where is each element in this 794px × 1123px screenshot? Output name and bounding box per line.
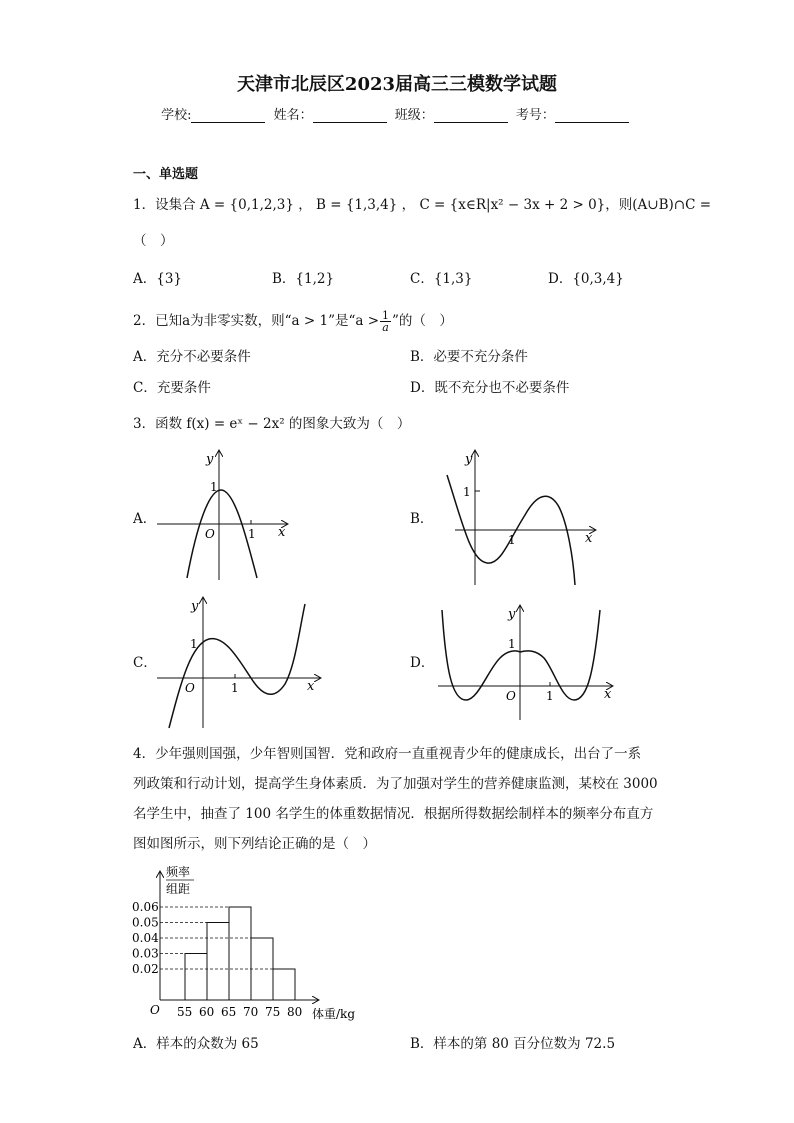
y-tick-label: 0.02: [132, 962, 159, 976]
y-tick-label: 0.05: [132, 915, 159, 930]
class-label: 班级：: [394, 108, 434, 123]
q3-option-b[interactable]: B．: [410, 511, 434, 527]
label-one-y: 1: [508, 637, 516, 651]
q3-stem: 3．函数 f(x) = eˣ − 2x² 的图象大致为（ ）: [133, 416, 411, 432]
q2-stem-before: 2．已知a为非零实数，则“a > 1”是“a >: [133, 313, 380, 329]
q3-option-c[interactable]: C．: [133, 655, 157, 671]
y-tick-label: 0.04: [132, 931, 159, 945]
label-one-x: 1: [546, 689, 554, 703]
q1-paren: （ ）: [133, 233, 174, 249]
student-info-line: [0, 104, 794, 123]
label-one-y: 1: [463, 485, 471, 499]
y-tick-label: 0.03: [132, 946, 159, 961]
q2-stem-after: ”的（ ）: [392, 313, 453, 329]
histogram-bar: [207, 923, 229, 1001]
q3-graph-a[interactable]: [155, 445, 295, 585]
frequency-histogram: [130, 862, 370, 1030]
exam-number-blank[interactable]: [555, 108, 629, 123]
x-tick-label: 70: [243, 1005, 259, 1019]
q4-option-a[interactable]: A．样本的众数为 65: [133, 1036, 259, 1052]
label-origin: O: [185, 681, 195, 695]
ylabel-bottom: 组距: [166, 882, 191, 896]
label-one-x: 1: [248, 527, 256, 541]
q4-line-2: 列政策和行动计划，提高学生身体素质．为了加强对学生的营养健康监测，某校在 3000: [133, 776, 658, 792]
chart-origin: O: [150, 1003, 160, 1017]
q2-stem: [133, 310, 453, 333]
histogram-bar: [273, 969, 295, 1000]
q1-option-a[interactable]: A．{3}: [133, 271, 183, 287]
ylabel-top: 频率: [166, 865, 191, 879]
q2-option-b[interactable]: B．必要不充分条件: [410, 349, 528, 365]
q1-option-b[interactable]: B．{1,2}: [272, 271, 335, 287]
label-x: x: [307, 679, 315, 694]
q2-frac-den: a: [382, 321, 389, 334]
label-x: x: [585, 531, 593, 546]
label-one-x: 1: [231, 681, 239, 695]
q4-line-3: 名学生中，抽查了 100 名学生的体重数据情况．根据所得数据绘制样本的频率分布直方: [133, 806, 654, 822]
label-x: x: [604, 687, 612, 702]
q2-fraction: [380, 310, 391, 333]
q3-graph-b[interactable]: [435, 445, 600, 590]
label-y: y: [508, 607, 516, 622]
label-one-y: 1: [210, 480, 218, 494]
q2-frac-num: 1: [382, 309, 390, 322]
school-blank[interactable]: [191, 108, 265, 123]
q3-option-d[interactable]: D．: [410, 655, 435, 671]
label-one-y: 1: [190, 637, 198, 651]
histogram-bar: [185, 954, 207, 1001]
label-origin: O: [506, 689, 516, 703]
x-tick-label: 60: [199, 1005, 215, 1019]
section-title: 一、单选题: [133, 167, 199, 182]
school-label: 学校:: [161, 108, 192, 123]
q3-option-a[interactable]: A．: [133, 511, 157, 527]
label-y: y: [465, 452, 473, 467]
q4-line-1: 4．少年强则国强，少年智则国智．党和政府一直重视青少年的健康成长，出台了一系: [133, 746, 642, 762]
xlabel: 体重/kg: [312, 1007, 355, 1021]
curve: [187, 490, 257, 578]
q1-option-d[interactable]: D．{0,3,4}: [548, 271, 624, 287]
q2-option-d[interactable]: D．既不充分也不必要条件: [410, 380, 570, 396]
label-origin: O: [205, 527, 215, 541]
q3-graph-d[interactable]: [432, 600, 617, 725]
name-blank[interactable]: [313, 108, 387, 123]
curve: [169, 604, 305, 728]
label-y: y: [191, 599, 199, 614]
name-label: 姓名：: [273, 108, 313, 123]
page-title: 天津市北辰区2023届高三三模数学试题: [236, 74, 558, 95]
q2-option-c[interactable]: C．充要条件: [133, 380, 211, 396]
label-x: x: [278, 525, 286, 540]
x-tick-label: 65: [221, 1005, 237, 1019]
histogram-bar: [229, 907, 251, 1000]
q1-stem: 1．设集合 A = {0,1,2,3} ， B = {1,3,4} ， C = {x∈R|x² − 3x + 2 > 0}，则(A∪B)∩C =: [133, 197, 712, 213]
q4-option-b[interactable]: B．样本的第 80 百分位数为 72.5: [410, 1036, 616, 1052]
x-tick-label: 75: [265, 1005, 281, 1019]
y-tick-label: 0.06: [132, 900, 159, 914]
label-one-x: 1: [508, 533, 516, 547]
q4-line-4: 图如图所示，则下列结论正确的是（ ）: [133, 836, 376, 852]
x-tick-label: 80: [287, 1005, 303, 1019]
class-blank[interactable]: [434, 108, 508, 123]
x-tick-label: 55: [177, 1005, 193, 1019]
q2-option-a[interactable]: A．充分不必要条件: [133, 349, 251, 365]
label-y: y: [206, 452, 214, 467]
q3-graph-c[interactable]: [155, 592, 325, 732]
q1-option-c[interactable]: C．{1,3}: [410, 271, 473, 287]
exam-number-label: 考号：: [515, 108, 555, 123]
